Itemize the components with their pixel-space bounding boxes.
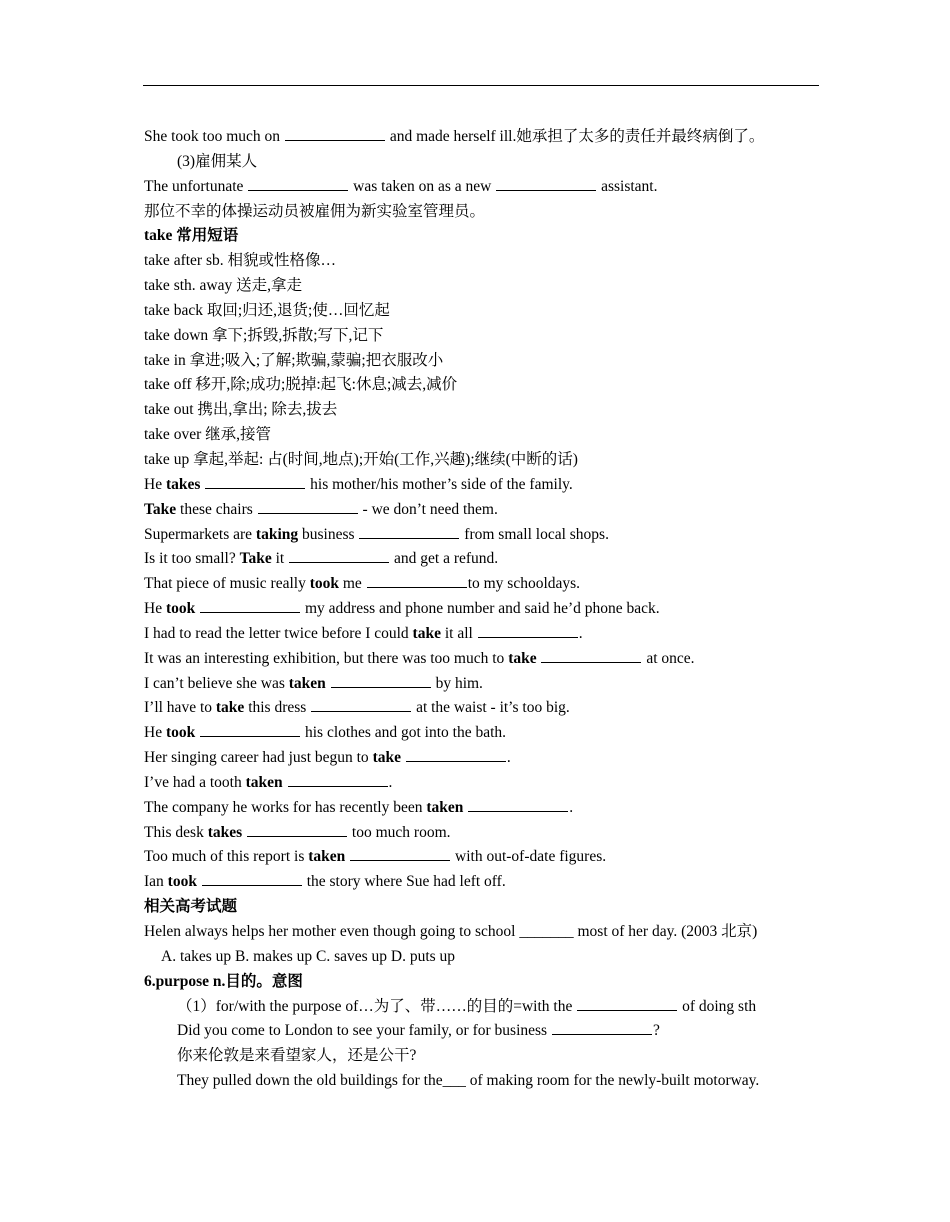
exercise-line: That piece of music really took me to my schooldays.	[144, 575, 581, 593]
answer-blank[interactable]	[248, 176, 348, 191]
answer-blank[interactable]	[577, 996, 677, 1011]
exercise-line: Is it too small? Take it and get a refund.	[144, 550, 499, 568]
answer-blank[interactable]	[200, 598, 300, 613]
exercise-line: The company he works for has recently been taken .	[144, 798, 574, 816]
answer-blank[interactable]	[288, 772, 388, 787]
exercise-line: I had to read the letter twice before I could take it all .	[144, 624, 583, 642]
exercise-line: I’ll have to take this dress at the waist - it’s too big.	[144, 699, 570, 717]
header-rule	[143, 85, 819, 86]
text-line: (3)雇佣某人	[177, 152, 258, 170]
exercise-line: Her singing career had just begun to take .	[144, 749, 511, 767]
answer-blank[interactable]	[496, 176, 596, 191]
answer-blank[interactable]	[367, 573, 467, 588]
phrase-item: take over 继承,接管	[144, 426, 271, 444]
exercise-line: Too much of this report is taken with out-of-date figures.	[144, 848, 607, 866]
phrase-item: take back 取回;归还,退货;使…回忆起	[144, 301, 390, 319]
text-line: She took too much on and made herself ill.她承担了太多的责任并最终病倒了。	[144, 128, 765, 145]
answer-blank[interactable]	[258, 499, 358, 514]
phrase-item: take down 拿下;拆毁,拆散;写下,记下	[144, 326, 384, 344]
section-heading: 相关高考试题	[144, 898, 238, 916]
answer-blank[interactable]	[359, 524, 459, 539]
exercise-line: Take these chairs - we don’t need them.	[144, 500, 498, 518]
section-heading: take 常用短语	[144, 227, 239, 245]
phrase-item: take up 拿起,举起: 占(时间,地点);开始(工作,兴趣);继续(中断的话)	[144, 450, 578, 468]
answer-blank[interactable]	[331, 673, 431, 688]
answer-blank[interactable]	[350, 846, 450, 861]
exercise-line: It was an interesting exhibition, but there was too much to take at once.	[144, 649, 695, 667]
phrase-item: take out 携出,拿出; 除去,拔去	[144, 401, 338, 419]
exercise-line: Ian took the story where Sue had left off.	[144, 873, 506, 891]
section-heading: 6.purpose n.目的。意图	[144, 972, 303, 990]
text-line: 你来伦敦是来看望家人，还是公干?	[177, 1047, 417, 1065]
text-line: 那位不幸的体操运动员被雇佣为新实验室管理员。	[144, 202, 486, 220]
document-body	[144, 125, 824, 1094]
text-line: They pulled down the old buildings for the___ of making room for the newly-built motorway.	[177, 1072, 760, 1090]
text-line: Did you come to London to see your family, or for business ?	[177, 1022, 660, 1040]
phrase-item: take after sb. 相貌或性格像…	[144, 252, 336, 270]
answer-blank[interactable]	[541, 648, 641, 663]
answer-blank[interactable]	[289, 548, 389, 563]
exam-question: Helen always helps her mother even though going to school _______ most of her day. (2003 北京)	[144, 923, 758, 940]
phrase-item: take sth. away 送走,拿走	[144, 277, 302, 295]
phrase-item: take in 拿进;吸入;了解;欺骗,蒙骗;把衣服改小	[144, 351, 444, 369]
exercise-line: I can’t believe she was taken by him.	[144, 674, 483, 692]
answer-blank[interactable]	[478, 623, 578, 638]
exercise-line: This desk takes too much room.	[144, 823, 451, 841]
exercise-line: He takes his mother/his mother’s side of the family.	[144, 475, 573, 493]
answer-blank[interactable]	[205, 474, 305, 489]
text-line: （1）for/with the purpose of…为了、带……的目的=with the of doing sth	[177, 997, 757, 1015]
exam-options: A. takes up B. makes up C. saves up D. puts up	[161, 947, 456, 965]
exercise-line: He took my address and phone number and said he’d phone back.	[144, 600, 660, 618]
exercise-line: He took his clothes and got into the bath.	[144, 724, 507, 742]
answer-blank[interactable]	[311, 697, 411, 712]
answer-blank[interactable]	[552, 1020, 652, 1035]
exercise-line: I’ve had a tooth taken .	[144, 773, 393, 791]
exercise-line: Supermarkets are taking business from small local shops.	[144, 525, 609, 543]
text-line: The unfortunate was taken on as a new assistant.	[144, 177, 658, 195]
answer-blank[interactable]	[202, 871, 302, 886]
answer-blank[interactable]	[285, 126, 385, 141]
answer-blank[interactable]	[247, 822, 347, 837]
answer-blank[interactable]	[200, 722, 300, 737]
answer-blank[interactable]	[468, 797, 568, 812]
answer-blank[interactable]	[406, 747, 506, 762]
phrase-item: take off 移开,除;成功;脱掉:起飞:休息;减去,减价	[144, 376, 458, 394]
